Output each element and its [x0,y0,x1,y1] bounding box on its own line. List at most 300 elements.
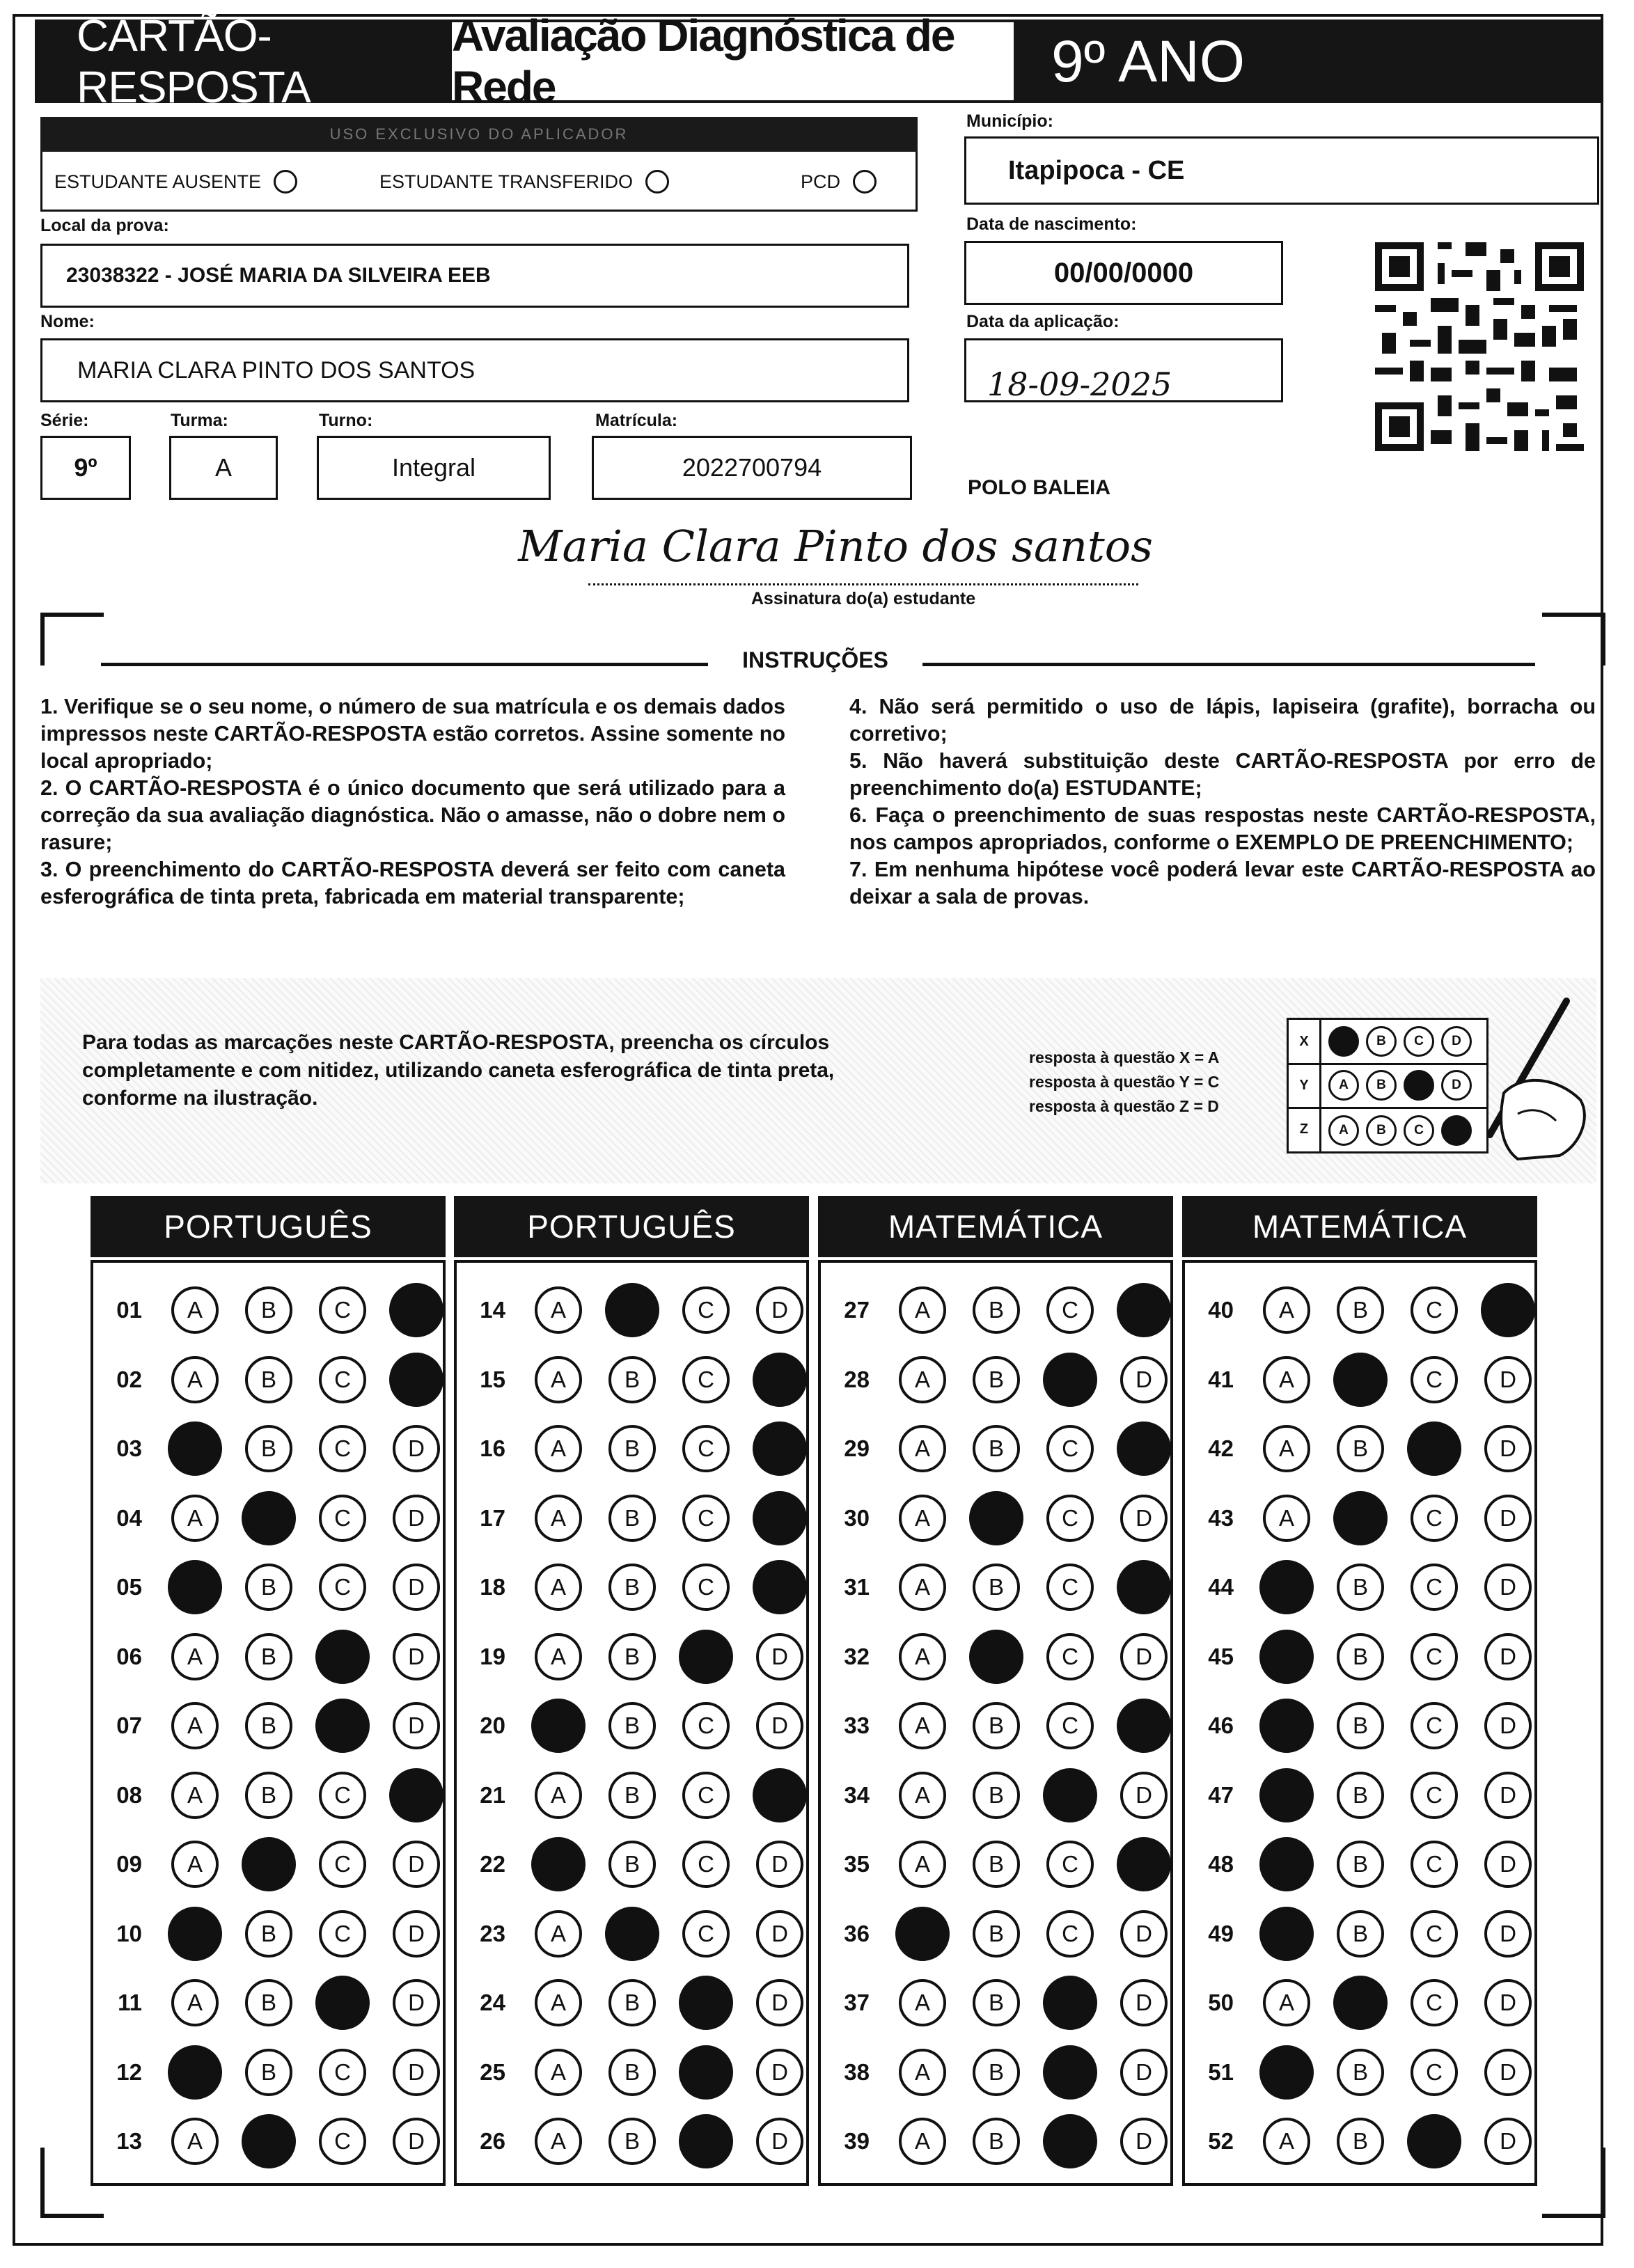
answer-bubble[interactable]: B [245,1702,292,1749]
answer-bubble[interactable]: A [171,1841,219,1888]
question-number: 28 [844,1366,870,1392]
question-row [1199,1425,1532,1472]
answer-bubble[interactable]: A [171,1772,219,1819]
answer-bubble[interactable]: C [1411,1356,1458,1403]
answer-bubble[interactable]: D [1120,2118,1168,2165]
answer-bubble[interactable]: B [973,1425,1020,1472]
answer-bubble-filled[interactable] [242,1491,296,1545]
answer-bubble[interactable]: D [393,1702,440,1749]
answer-bubble-filled[interactable] [753,1560,807,1614]
instructions-rule-right [922,663,1535,666]
answer-bubble[interactable]: D [393,1633,440,1680]
answer-bubble[interactable]: A [535,1910,582,1958]
answer-bubble[interactable]: D [393,2118,440,2165]
transferred-option[interactable] [379,170,669,194]
answer-bubble[interactable]: B [973,1772,1020,1819]
question-number: 08 [116,1781,142,1808]
answer-bubble[interactable]: A [899,1633,946,1680]
answer-bubble[interactable]: D [1120,1979,1168,2026]
answer-bubble-filled[interactable] [389,1353,443,1407]
answer-bubble[interactable]: A [171,1495,219,1542]
answer-bubble[interactable]: A [899,2118,946,2165]
answer-bubble-filled[interactable] [895,1907,950,1961]
answer-bubble[interactable]: B [608,1633,656,1680]
answer-bubble[interactable]: C [1411,1841,1458,1888]
answer-bubble[interactable]: B [245,1979,292,2026]
answer-bubble[interactable]: A [535,1979,582,2026]
answer-bubble[interactable]: B [973,1910,1020,1958]
answer-bubble[interactable]: B [245,1772,292,1819]
question-number: 38 [844,2058,870,2085]
answer-bubble[interactable]: A [1263,2118,1310,2165]
answer-bubble[interactable]: A [171,1633,219,1680]
answer-bubble-filled[interactable] [242,2114,296,2168]
grade-title: 9º ANO [1016,19,1601,103]
answer-bubble[interactable]: D [1484,1425,1532,1472]
answer-bubble[interactable]: B [608,1425,656,1472]
example-row [1289,1064,1486,1109]
question-number: 40 [1208,1297,1234,1323]
example-bubble: A [1328,1115,1359,1146]
answer-bubble[interactable]: D [1484,1979,1532,2026]
answer-bubble[interactable]: B [245,1425,292,1472]
question-row [107,1910,440,1958]
answer-bubble[interactable]: A [535,1495,582,1542]
answer-bubble-filled[interactable] [531,1837,586,1891]
answer-bubble[interactable]: A [899,1495,946,1542]
answer-bubble[interactable]: B [608,1772,656,1819]
answer-bubble[interactable]: A [171,1286,219,1334]
answer-bubble[interactable]: A [171,1979,219,2026]
answer-bubble[interactable]: D [1484,2118,1532,2165]
answer-bubble[interactable]: B [245,1633,292,1680]
qr-finder-top-right [1535,242,1584,291]
answer-bubble-filled[interactable] [168,1907,222,1961]
answer-bubble-filled[interactable] [242,1837,296,1891]
question-row [107,1564,440,1611]
answer-bubble[interactable]: A [535,1286,582,1334]
question-row [835,1772,1168,1819]
answer-bubble[interactable]: A [899,1772,946,1819]
answer-bubble-filled[interactable] [1259,1699,1314,1753]
answer-bubble-filled[interactable] [1043,2114,1097,2168]
answer-bubble[interactable]: D [1484,1633,1532,1680]
answer-bubble-filled[interactable] [679,1630,733,1684]
question-number: 04 [116,1504,142,1531]
answer-bubble[interactable]: D [1120,1495,1168,1542]
answer-bubble[interactable]: D [756,1286,803,1334]
answer-bubble[interactable]: D [756,1910,803,1958]
turno-field: Integral [317,436,551,500]
absent-bubble[interactable] [274,170,297,194]
answer-bubble[interactable]: C [1411,1979,1458,2026]
answer-bubble[interactable]: B [1337,1772,1384,1819]
question-number: 14 [480,1297,505,1323]
answer-bubble[interactable]: D [756,2049,803,2096]
answer-bubble[interactable]: A [171,1356,219,1403]
answer-bubble[interactable]: B [245,1356,292,1403]
instruction-5: 5. Não haverá substituição deste CARTÃO-RESPOSTA por erro de preenchimento do(a) ESTUDANTE; [849,749,1596,800]
answer-bubble[interactable]: B [1337,2118,1384,2165]
birthdate-field: 00/00/0000 [964,241,1283,305]
matricula-field: 2022700794 [592,436,912,500]
answer-bubble[interactable]: D [756,1633,803,1680]
answer-bubble[interactable]: A [899,2049,946,2096]
question-number: 27 [844,1297,870,1323]
qr-code [1368,235,1591,458]
answer-bubble[interactable]: B [245,2049,292,2096]
example-bubble: B [1366,1115,1397,1146]
signature-label: Assinatura do(a) estudante [751,589,976,608]
question-row [107,1356,440,1403]
example-bubble: A [1328,1070,1359,1101]
answer-bubble[interactable]: D [1484,1910,1532,1958]
answer-bubble-filled[interactable] [969,1630,1023,1684]
question-number: 16 [480,1435,505,1461]
question-row [835,1979,1168,2026]
answer-bubble[interactable]: B [608,2049,656,2096]
answer-bubble[interactable]: A [899,1979,946,2026]
answer-bubble-filled[interactable] [389,1283,443,1337]
answer-bubble[interactable]: C [1046,1702,1094,1749]
answer-bubble-filled[interactable] [1117,1560,1171,1614]
answer-bubble[interactable]: C [1411,1286,1458,1334]
answer-bubble[interactable]: C [319,1772,366,1819]
answer-bubble[interactable]: C [319,1910,366,1958]
answer-bubble[interactable]: D [1484,2049,1532,2096]
instruction-7: 7. Em nenhuma hipótese você poderá levar este CARTÃO-RESPOSTA ao deixar a sala de provas. [849,858,1596,908]
answer-bubble-filled[interactable] [168,2045,222,2100]
answer-bubble-filled[interactable] [679,1976,733,2030]
answer-bubble[interactable]: B [1337,2049,1384,2096]
answer-bubble[interactable]: C [1411,1910,1458,1958]
answer-bubble[interactable]: B [245,1286,292,1334]
question-row [835,1702,1168,1749]
question-number: 35 [844,1851,870,1877]
question-row [471,1495,803,1542]
answer-bubble[interactable]: C [1046,1564,1094,1611]
answer-bubble-filled[interactable] [1043,1976,1097,2030]
answer-bubble[interactable]: D [393,1910,440,1958]
answer-bubble[interactable]: C [1411,1564,1458,1611]
answer-bubble[interactable]: C [319,1841,366,1888]
question-number: 19 [480,1643,505,1669]
answer-bubble[interactable]: C [682,1772,730,1819]
answer-bubble[interactable]: A [899,1286,946,1334]
answer-bubble-filled[interactable] [1407,2114,1461,2168]
answer-bubble[interactable]: C [319,1356,366,1403]
answer-bubble-filled[interactable] [168,1422,222,1476]
answer-bubble[interactable]: C [1411,1633,1458,1680]
question-number: 25 [480,2058,505,2085]
question-row [1199,1979,1532,2026]
answer-bubble-filled[interactable] [1117,1283,1171,1337]
answer-bubble-filled[interactable] [315,1630,370,1684]
instruction-4: 4. Não será permitido o uso de lápis, lapiseira (grafite), borracha ou corretivo; [849,695,1596,746]
answer-bubble[interactable]: B [608,1495,656,1542]
answer-bubble[interactable]: D [1484,1702,1532,1749]
answer-bubble[interactable]: C [1046,1633,1094,1680]
answer-bubble[interactable]: A [171,1702,219,1749]
answer-bubble[interactable]: C [319,1286,366,1334]
answer-bubble[interactable]: C [319,2049,366,2096]
answer-bubble[interactable]: C [1046,1841,1094,1888]
question-row [471,1772,803,1819]
answer-bubble-filled[interactable] [605,1907,659,1961]
answer-bubble[interactable]: C [1046,1495,1094,1542]
answer-bubble[interactable]: B [1337,1910,1384,1958]
answer-bubble[interactable]: D [393,1979,440,2026]
question-row [835,1841,1168,1888]
answer-bubble[interactable]: C [1046,1910,1094,1958]
instructions-rule-left [101,663,708,666]
answer-bubble[interactable]: D [393,2049,440,2096]
matricula-label: Matrícula: [595,411,678,430]
example-bubble-filled [1441,1115,1472,1146]
answer-bubble-filled[interactable] [1259,1560,1314,1614]
example-grid [1287,1018,1488,1153]
answer-bubble[interactable]: A [899,1356,946,1403]
section-header: PORTUGUÊS [454,1196,809,1257]
answer-bubble[interactable]: D [1484,1772,1532,1819]
answer-bubble[interactable]: B [1337,1286,1384,1334]
answer-bubble[interactable]: D [393,1841,440,1888]
answer-bubble[interactable]: C [1411,1772,1458,1819]
answer-bubble[interactable]: B [973,2118,1020,2165]
answer-bubble[interactable]: D [756,1702,803,1749]
answer-bubble[interactable]: B [608,1979,656,2026]
question-number: 31 [844,1574,870,1600]
answer-bubble[interactable]: C [682,1286,730,1334]
answer-bubble[interactable]: B [1337,1425,1384,1472]
answer-bubble[interactable]: C [1411,1702,1458,1749]
answer-bubble[interactable]: D [756,2118,803,2165]
answer-bubble-filled[interactable] [531,1699,586,1753]
answer-bubble-filled[interactable] [168,1560,222,1614]
example-bubble: C [1404,1026,1434,1057]
answer-bubble[interactable]: C [1046,1286,1094,1334]
answer-bubble[interactable]: C [682,1910,730,1958]
answer-bubble[interactable]: D [1484,1356,1532,1403]
answer-bubble-filled[interactable] [1043,1768,1097,1822]
answer-bubble[interactable]: C [319,2118,366,2165]
answer-bubble-filled[interactable] [1333,1353,1388,1407]
answer-bubble[interactable]: A [1263,1979,1310,2026]
answer-bubble[interactable]: A [535,1356,582,1403]
pcd-option[interactable] [801,170,877,194]
answer-bubble[interactable]: B [608,1702,656,1749]
answer-bubble[interactable]: B [1337,1564,1384,1611]
answer-bubble[interactable]: D [1120,1356,1168,1403]
question-row [1199,1495,1532,1542]
question-row [835,1564,1168,1611]
example-legend-x: resposta à questão X = A [1029,1048,1220,1066]
answer-bubble[interactable]: B [973,1702,1020,1749]
pcd-bubble[interactable] [853,170,877,194]
question-number: 32 [844,1643,870,1669]
answer-bubble-filled[interactable] [753,1768,807,1822]
pcd-label: PCD [801,171,841,192]
answer-bubble[interactable]: B [973,2049,1020,2096]
answer-bubble[interactable]: A [1263,1425,1310,1472]
answer-bubble-filled[interactable] [679,2045,733,2100]
answer-bubble[interactable]: D [393,1495,440,1542]
answer-bubble[interactable]: C [1046,1425,1094,1472]
answer-bubble-filled[interactable] [753,1422,807,1476]
question-row [471,2118,803,2165]
answer-bubble[interactable]: B [973,1564,1020,1611]
question-row [471,1425,803,1472]
example-row-key: X [1289,1020,1321,1063]
question-row [835,1910,1168,1958]
answer-bubble[interactable]: B [1337,1633,1384,1680]
answer-bubble-filled[interactable] [315,1699,370,1753]
answer-bubble[interactable]: A [535,2118,582,2165]
example-bubble-filled [1328,1026,1359,1057]
answer-bubble-filled[interactable] [1259,2045,1314,2100]
answer-bubble[interactable]: B [608,1356,656,1403]
answer-bubble[interactable]: D [1120,1772,1168,1819]
answer-bubble[interactable]: A [1263,1495,1310,1542]
answer-bubble[interactable]: C [682,1564,730,1611]
answer-bubble-filled[interactable] [1259,1837,1314,1891]
answer-bubble[interactable]: A [899,1564,946,1611]
answer-bubble-filled[interactable] [1333,1976,1388,2030]
question-row [835,1633,1168,1680]
answer-bubble[interactable]: C [1411,2049,1458,2096]
answer-bubble[interactable]: C [682,1841,730,1888]
answer-bubble[interactable]: D [756,1979,803,2026]
answer-bubble[interactable]: B [1337,1702,1384,1749]
answer-bubble-filled[interactable] [1043,2045,1097,2100]
question-number: 21 [480,1781,505,1808]
birthdate-label: Data de nascimento: [966,214,1137,234]
question-number: 20 [480,1712,505,1738]
answer-bubble-filled[interactable] [315,1976,370,2030]
answer-bubble-filled[interactable] [605,1283,659,1337]
answer-bubble[interactable]: B [973,1979,1020,2026]
answer-bubble[interactable]: D [1120,1633,1168,1680]
answer-bubble[interactable]: D [1120,1910,1168,1958]
question-number: 18 [480,1574,505,1600]
answer-bubble-filled[interactable] [1117,1699,1171,1753]
answer-bubble[interactable]: A [535,1425,582,1472]
question-row [1199,1564,1532,1611]
answer-bubble-filled[interactable] [1043,1353,1097,1407]
question-row [1199,1772,1532,1819]
answer-bubble[interactable]: D [1120,2049,1168,2096]
answer-bubble[interactable]: A [535,1633,582,1680]
answer-bubble[interactable]: B [245,1910,292,1958]
answer-bubble[interactable]: C [319,1425,366,1472]
answer-bubble[interactable]: B [608,1564,656,1611]
answer-bubble[interactable]: C [319,1564,366,1611]
name-field: MARIA CLARA PINTO DOS SANTOS [40,338,909,402]
application-date-label: Data da aplicação: [966,312,1120,331]
answer-bubble[interactable]: A [535,2049,582,2096]
answer-bubble[interactable]: D [393,1564,440,1611]
example-legend-z: resposta à questão Z = D [1029,1097,1219,1115]
answer-bubble[interactable]: A [1263,1356,1310,1403]
answer-bubble[interactable]: B [608,1841,656,1888]
answer-bubble[interactable]: D [1484,1841,1532,1888]
answer-bubble-filled[interactable] [1333,1491,1388,1545]
question-number: 44 [1208,1574,1234,1600]
answer-bubble[interactable]: D [1484,1495,1532,1542]
answer-bubble[interactable]: A [535,1772,582,1819]
answer-bubble[interactable]: C [1411,1495,1458,1542]
corner-bottom-right [1542,2148,1605,2218]
answer-bubble[interactable]: B [245,1564,292,1611]
answer-bubble[interactable]: C [682,1356,730,1403]
question-number: 01 [116,1297,142,1323]
answer-bubble[interactable]: B [973,1356,1020,1403]
question-row [1199,1633,1532,1680]
question-number: 15 [480,1366,505,1392]
answer-bubble-filled[interactable] [1259,1907,1314,1961]
answer-bubble-filled[interactable] [389,1768,443,1822]
answer-bubble-filled[interactable] [1117,1837,1171,1891]
answer-bubble[interactable]: A [899,1841,946,1888]
answer-bubble[interactable]: D [756,1841,803,1888]
answer-bubble-filled[interactable] [1481,1283,1535,1337]
question-number: 13 [116,2128,142,2154]
transferred-bubble[interactable] [645,170,669,194]
question-row [471,1564,803,1611]
answer-bubble[interactable]: D [1484,1564,1532,1611]
answer-bubble[interactable]: A [1263,1286,1310,1334]
answer-bubble-filled[interactable] [1259,1630,1314,1684]
question-row [471,1910,803,1958]
answer-bubble[interactable]: B [973,1841,1020,1888]
answer-bubble[interactable]: B [608,2118,656,2165]
question-number: 46 [1208,1712,1234,1738]
answer-bubble[interactable]: C [319,1495,366,1542]
answer-bubble[interactable]: C [682,1702,730,1749]
answer-bubble-filled[interactable] [1259,1768,1314,1822]
answer-bubble[interactable]: C [682,1495,730,1542]
example-legend-y: resposta à questão Y = C [1029,1073,1220,1091]
corner-bottom-left [40,2148,104,2218]
answer-bubble-filled[interactable] [679,2114,733,2168]
answer-bubble[interactable]: A [899,1702,946,1749]
answer-bubble[interactable]: A [171,2118,219,2165]
answer-bubble[interactable]: B [1337,1841,1384,1888]
question-row [1199,1841,1532,1888]
example-row-key: Z [1289,1108,1321,1153]
question-number: 43 [1208,1504,1234,1531]
answer-bubble[interactable]: D [393,1425,440,1472]
answer-bubble-filled[interactable] [753,1353,807,1407]
answer-bubble[interactable]: A [535,1564,582,1611]
section-header: PORTUGUÊS [91,1196,446,1257]
question-row [471,2049,803,2096]
answer-bubble[interactable]: B [973,1286,1020,1334]
answer-bubble[interactable]: A [899,1425,946,1472]
card-title: CARTÃO-RESPOSTA [35,19,449,103]
answer-bubble[interactable]: C [682,1425,730,1472]
answer-bubble-filled[interactable] [969,1491,1023,1545]
answer-bubble-filled[interactable] [1117,1422,1171,1476]
answer-bubble-filled[interactable] [753,1491,807,1545]
question-number: 47 [1208,1781,1234,1808]
answer-bubble-filled[interactable] [1407,1422,1461,1476]
question-number: 39 [844,2128,870,2154]
example-text: Para todas as marcações neste CARTÃO-RESPOSTA, preencha os círculos completamente e com nitidez, utilizando caneta esferográfica de tinta preta, conforme na ilustração. [82,1031,835,1110]
absent-option[interactable] [54,170,297,194]
question-row [107,2049,440,2096]
pen-hand-icon [1476,995,1594,1170]
